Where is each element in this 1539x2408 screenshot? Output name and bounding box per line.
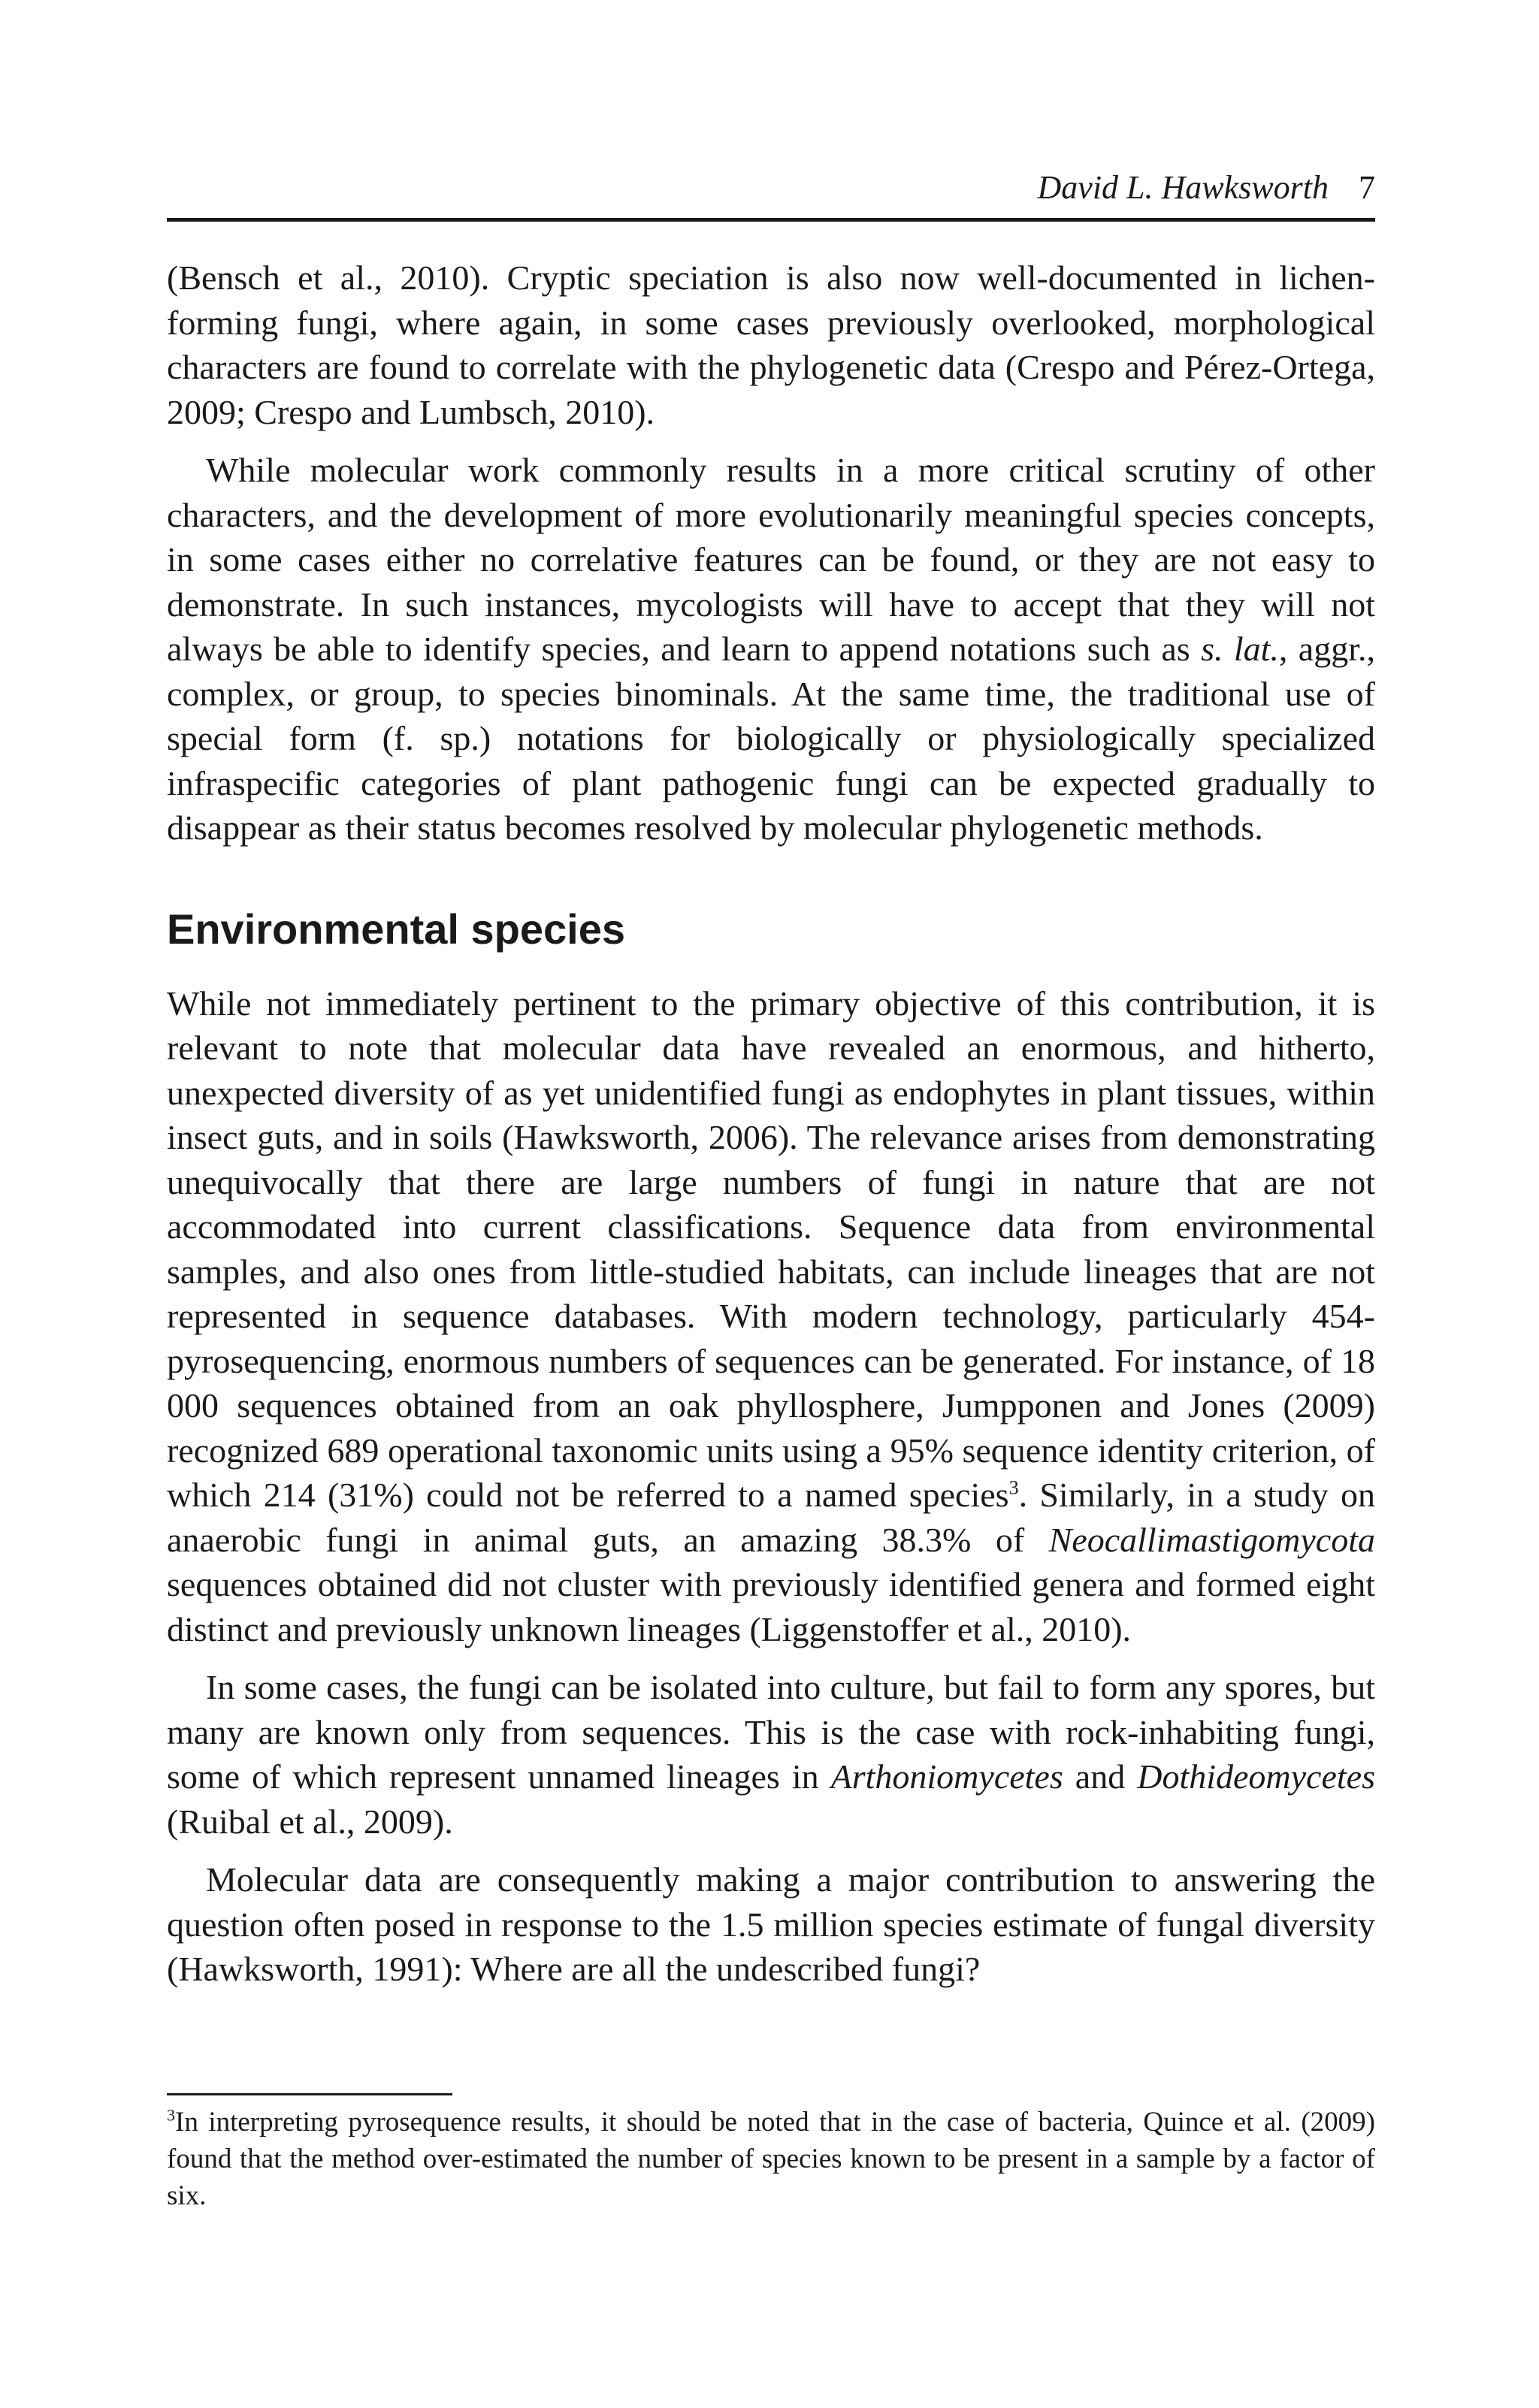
section-heading: Environmental species (167, 905, 626, 953)
header-rule (167, 218, 1375, 222)
running-head (1038, 165, 1375, 210)
paragraph-4-italic-1: Arthoniomycetes (830, 1757, 1063, 1796)
footnote-reference: 3 (1008, 1476, 1019, 1499)
paragraph-4-text-b: and (1063, 1757, 1138, 1796)
footnote (167, 2104, 1375, 2214)
paragraph-4 (167, 1665, 1375, 1844)
running-head-author: David L. Hawksworth (1037, 169, 1329, 206)
body-text (167, 255, 1375, 2005)
paragraph-3-text-b: . Similarly, in a study on anaerobic fungi in animal guts, an amazing 38.3% of (167, 1476, 1375, 1559)
paragraph-3-italic: Neocallimastigomycota (1048, 1520, 1375, 1559)
paragraph-2-text-a: While molecular work commonly results in a more critical scrutiny of other characters, and the development of more evolutionarily meaningful species concepts, in some cases either no correlative features can be found, or they are not easy to demonstrate. In such instances, mycologists will have to accept that they will not always be able to identify species, and learn to append notations such as (167, 451, 1375, 668)
paragraph-2 (167, 448, 1375, 851)
paragraph-3-text-c: sequences obtained did not cluster with previously identified genera and formed eight distinct and previously unknown lineages (Liggenstoffer et al., 2010). (167, 1565, 1375, 1648)
paragraph-2-italic: s. lat. (1201, 630, 1279, 668)
paragraph-3 (167, 981, 1375, 1652)
paragraph-2-text-b: , aggr., complex, or group, to species binominals. At the same time, the traditional use of special form (f. sp.) notations for biologically or physiologically specialized infraspecific categories of plant pathogenic fungi can be expected gradually to disappear as their status becomes resolved by molecular phylogenetic methods. (167, 630, 1375, 847)
paragraph-1: (Bensch et al., 2010). Cryptic speciation is also now well-documented in lichen-forming fungi, where again, in some cases previously overlooked, morphological characters are found to correlate with the phylogenetic data (Crespo and Pérez-Ortega, 2009; Crespo and Lumbsch, 2010). (167, 258, 1375, 431)
paragraph-4-text-a: In some cases, the fungi can be isolated into culture, but fail to form any spores, but many are known only from sequences. This is the case with rock-inhabiting fungi, some of which represent unnamed lineages in (167, 1668, 1375, 1796)
paragraph-5: Molecular data are consequently making a major contribution to answering the question often posed in response to the 1.5 million species estimate of fungal diversity (Hawksworth, 1991): Where are all the undescribed fungi? (167, 1860, 1375, 1988)
footnote-marker: 3 (167, 2105, 175, 2125)
paragraph-4-italic-2: Dothideomycetes (1137, 1757, 1375, 1796)
footnote-text: In interpreting pyrosequence results, it should be noted that in the case of bacteria, Quince et al. (2009) found that the method over-estimated the number of species known to be present in a sample by a factor of six. (167, 2107, 1375, 2211)
footnote-rule (167, 2093, 452, 2095)
paragraph-4-text-c: (Ruibal et al., 2009). (167, 1802, 453, 1841)
page-number: 7 (1359, 169, 1375, 206)
paragraph-3-text-a: While not immediately pertinent to the primary objective of this contribution, it is relevant to note that molecular data have revealed an enormous, and hitherto, unexpected diversity of as yet unidentified fungi as endophytes in plant tissues, within insect guts, and in soils (Hawksworth, 2006). The relevance arises from demonstrating unequivocally that there are large numbers of fungi in nature that are not accommodated into current classifications. Sequence data from environmental samples, and also ones from little-studied habitats, can include lineages that are not represented in sequence databases. With modern technology, particularly 454-pyrosequencing, enormous numbers of sequences can be generated. For instance, of 18 000 sequences obtained from an oak phyllosphere, Jumpponen and Jones (2009) recognized 689 operational taxonomic units using a 95% sequence identity criterion, of which 214 (31%) could not be referred to a named species (167, 983, 1375, 1514)
